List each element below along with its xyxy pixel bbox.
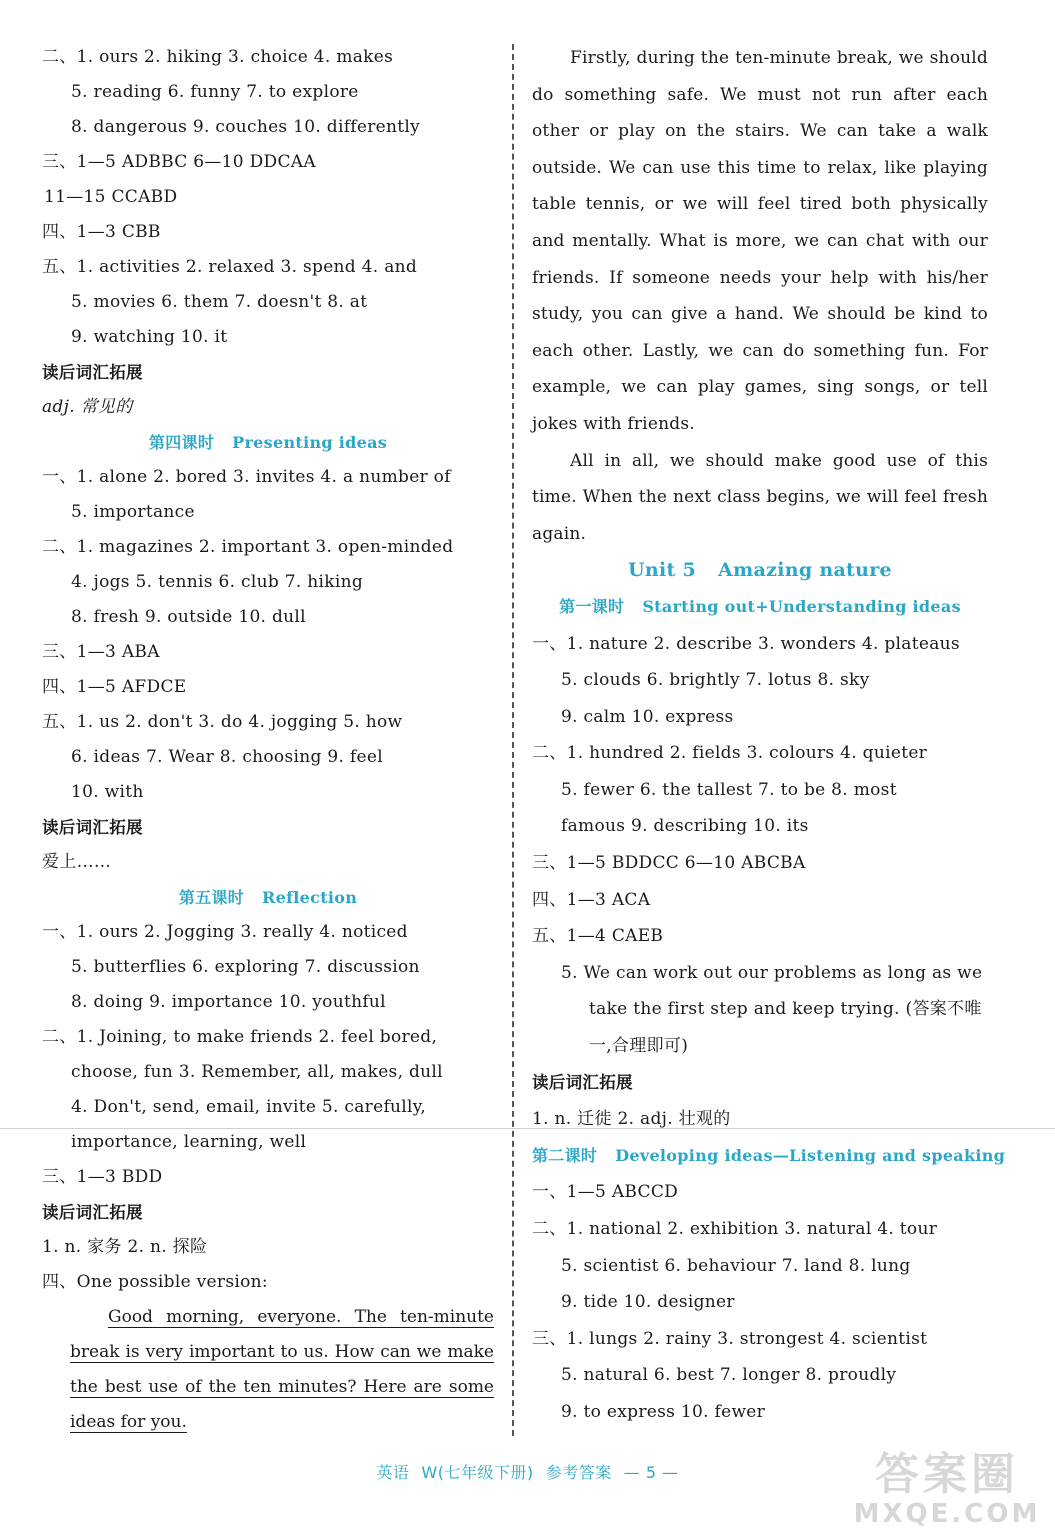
watermark-url: MXQE.COM: [853, 1499, 1041, 1529]
answer-line: choose, fun 3. Remember, all, makes, dull: [71, 1062, 443, 1082]
answer-line: 8. dangerous 9. couches 10. differently: [71, 117, 421, 137]
answer-line: 五、1—4 CAEB: [532, 926, 664, 947]
answer-line: 二、1. hundred 2. fields 3. colours 4. quieter: [532, 743, 928, 764]
answer-line: 二、1. magazines 2. important 3. open-minded: [42, 537, 454, 557]
page-number: — 5 —: [623, 1463, 679, 1482]
vocab-answer: 爱上……: [42, 852, 112, 872]
answer-line: 一、1. nature 2. describe 3. wonders 4. plateaus: [532, 633, 960, 654]
answer-line: 5. butterflies 6. exploring 7. discussion: [71, 957, 420, 977]
answer-line: 四、One possible version:: [42, 1272, 268, 1292]
answer-line: 5. importance: [71, 502, 195, 522]
answer-line: 6. ideas 7. Wear 8. choosing 9. feel: [71, 747, 383, 767]
answer-line: 二、1. national 2. exhibition 3. natural 4. tour: [532, 1219, 938, 1239]
answer-line: 9. watching 10. it: [71, 327, 228, 347]
answer-line: 三、1—5 BDDCC 6—10 ABCBA: [532, 853, 806, 874]
vocab-heading: 读后词汇拓展: [42, 818, 143, 837]
column-divider: [512, 44, 514, 1436]
answer-line: 一、1. ours 2. Jogging 3. really 4. noticed: [42, 922, 408, 942]
answer-line: 四、1—3 ACA: [532, 889, 651, 910]
answer-line: 4. Don't, send, email, invite 5. carefully,: [71, 1097, 427, 1117]
watermark-text: 答案圈: [875, 1449, 1019, 1500]
answer-line: 5. natural 6. best 7. longer 8. proudly: [561, 1365, 897, 1386]
vocab-answer: 1. n. 迁徙 2. adj. 壮观的: [532, 1109, 731, 1130]
answer-line: 5. clouds 6. brightly 7. lotus 8. sky: [561, 670, 870, 691]
lesson-number: 第四课时: [148, 433, 215, 452]
right-column: [532, 40, 1006, 1431]
footer-subject: 英语: [376, 1463, 410, 1482]
answer-line: famous 9. describing 10. its: [561, 816, 809, 837]
answer-line: importance, learning, well: [71, 1132, 307, 1152]
answer-line: 三、1—3 ABA: [42, 642, 160, 662]
answer-line: 五、1. activities 2. relaxed 3. spend 4. and: [42, 257, 418, 277]
lesson-heading: [532, 1138, 1006, 1175]
essay-paragraph: All in all, we should make good use of this time. When the next class begins, we will feel fresh again.: [532, 450, 988, 544]
unit-heading: [532, 552, 988, 589]
answer-line: 10. with: [71, 782, 144, 802]
vocab-heading: 读后词汇拓展: [532, 1072, 633, 1092]
answer-line: 5. We can work out our problems as long as we: [561, 962, 983, 983]
unit-number: Unit 5: [628, 559, 697, 582]
answer-line: 二、1. ours 2. hiking 3. choice 4. makes: [42, 47, 394, 67]
watermark-logo: [847, 1450, 1047, 1530]
lesson-number: 第五课时: [178, 888, 245, 907]
answer-line: 一、1—5 ABCCD: [532, 1182, 679, 1203]
answer-line: 5. fewer 6. the tallest 7. to be 8. most: [561, 779, 897, 800]
answer-line: 三、1—5 ADBBC 6—10 DDCAA: [42, 152, 316, 172]
vocab-answer: adj. 常见的: [42, 397, 133, 417]
vocab-heading: 读后词汇拓展: [42, 363, 143, 382]
answer-line: 二、1. Joining, to make friends 2. feel bored,: [42, 1027, 438, 1047]
answer-line: 五、1. us 2. don't 3. do 4. jogging 5. how: [42, 712, 403, 732]
essay-intro: Good morning, everyone. The ten-minute break is very important to us. How can we make the best use of the ten minutes? Here are some ideas for you.: [70, 1307, 494, 1432]
lesson-title: Developing ideas—Listening and speaking: [615, 1145, 1006, 1165]
vocab-heading: 读后词汇拓展: [42, 1203, 143, 1222]
answer-line: 9. tide 10. designer: [561, 1292, 735, 1313]
answer-line: 四、1—3 CBB: [42, 222, 161, 242]
answer-line: 四、1—5 AFDCE: [42, 677, 187, 697]
answer-line: 8. doing 9. importance 10. youthful: [71, 992, 386, 1012]
answer-line: 11—15 CCABD: [44, 187, 178, 207]
answer-line: 5. movies 6. them 7. doesn't 8. at: [71, 292, 368, 312]
answer-line: 5. reading 6. funny 7. to explore: [71, 82, 359, 102]
answer-line: 三、1—3 BDD: [42, 1167, 163, 1187]
answer-line: 一,合理即可): [589, 1036, 689, 1057]
answer-line: 一、1. alone 2. bored 3. invites 4. a number of: [42, 467, 451, 487]
answer-line: 4. jogs 5. tennis 6. club 7. hiking: [71, 572, 364, 592]
lesson-number: 第二课时: [532, 1145, 598, 1165]
left-column: [42, 40, 494, 1440]
vocab-answer: 1. n. 家务 2. n. 探险: [42, 1237, 208, 1257]
lesson-title: Reflection: [262, 888, 358, 907]
footer-edition: W(七年级下册): [421, 1463, 534, 1482]
essay-paragraph: Firstly, during the ten-minute break, we should do something safe. We must not run after each other or play on the stairs. We can take a walk outside. We can use this time to relax, like playing table tennis, or we will feel tired both physically and mentally. What is more, we can chat with our friends. If someone needs your help with his/her study, you can give a hand. We should be kind to each other. Lastly, we can do something fun. For example, we can play games, sing songs, or tell jokes with friends.: [532, 48, 988, 434]
footer-label: 参考答案: [545, 1463, 612, 1482]
answer-line: 三、1. lungs 2. rainy 3. strongest 4. scientist: [532, 1328, 928, 1349]
answer-line: 9. calm 10. express: [561, 706, 734, 727]
lesson-title: Presenting ideas: [232, 433, 388, 452]
lesson-number: 第一课时: [559, 596, 625, 616]
answer-line: take the first step and keep trying. (答案不唯: [589, 999, 982, 1020]
answer-line: 8. fresh 9. outside 10. dull: [71, 607, 306, 627]
answer-line: 5. scientist 6. behaviour 7. land 8. lung: [561, 1255, 911, 1276]
unit-title: Amazing nature: [718, 559, 892, 582]
lesson-heading: [42, 425, 494, 460]
lesson-heading: [42, 880, 494, 915]
lesson-title: Starting out+Understanding ideas: [642, 596, 961, 616]
lesson-heading: [532, 589, 988, 626]
answer-line: 9. to express 10. fewer: [561, 1401, 766, 1422]
